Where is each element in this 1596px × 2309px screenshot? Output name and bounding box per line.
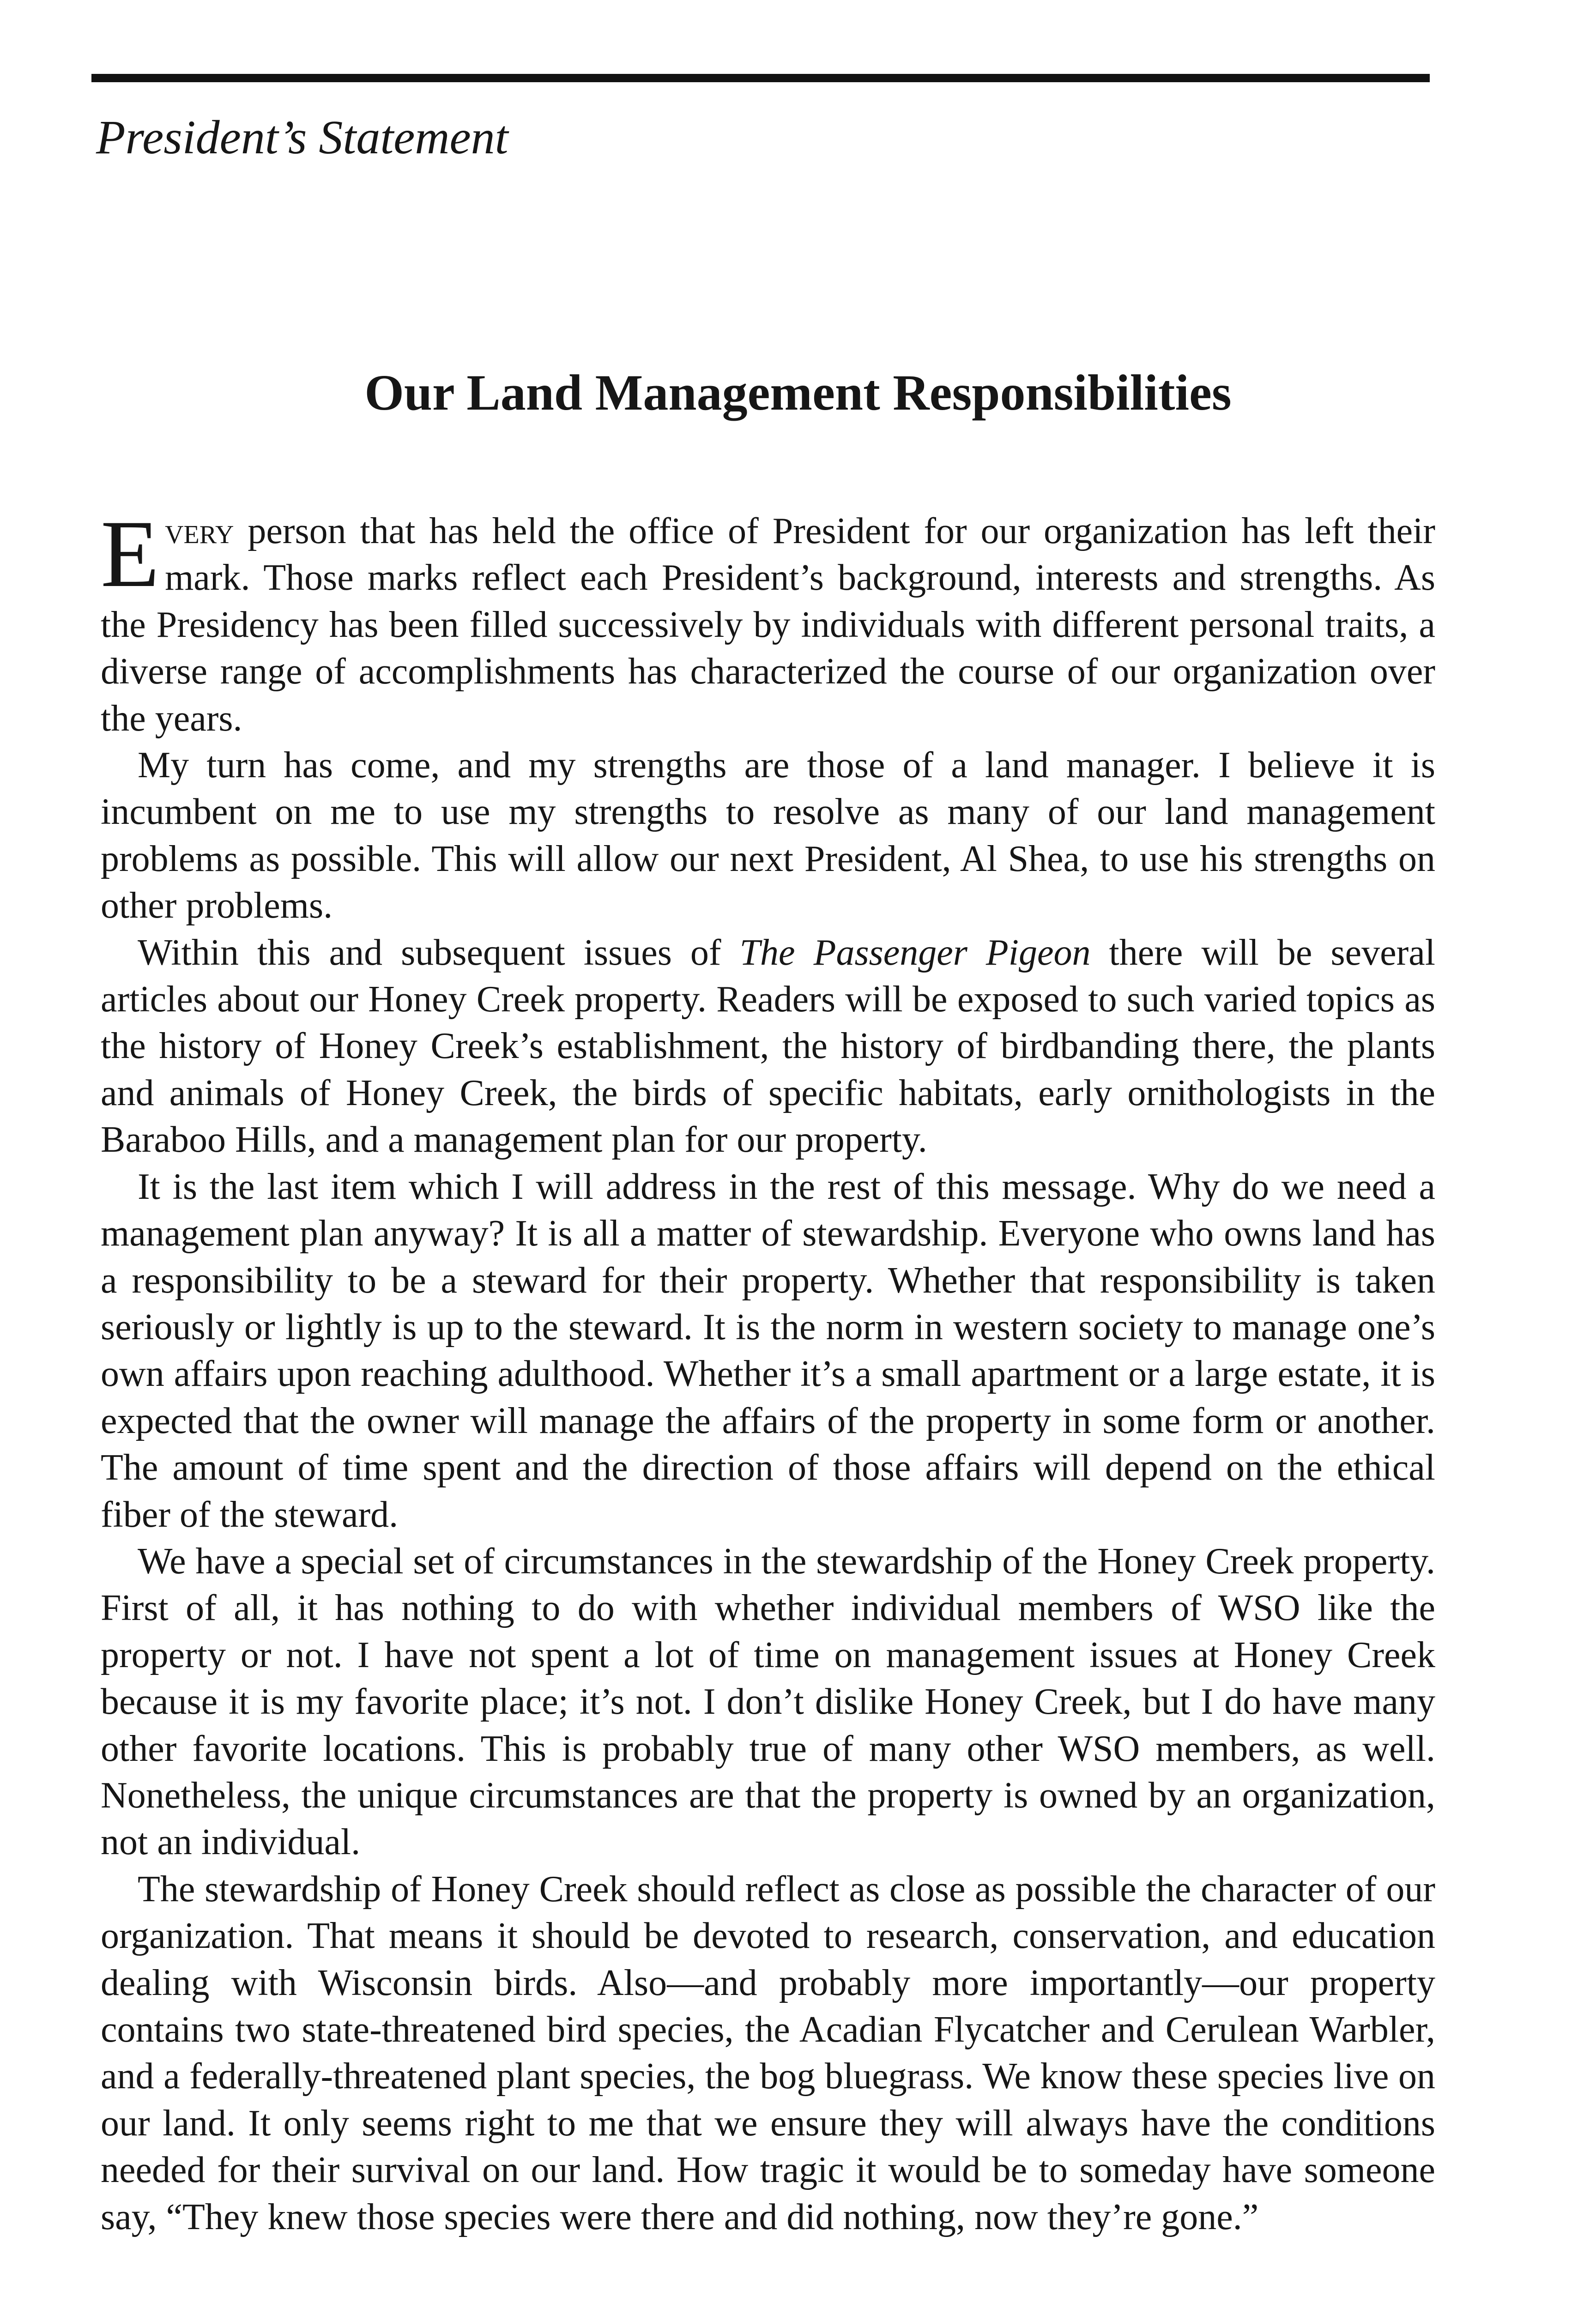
drop-cap: E xyxy=(101,501,160,607)
paragraph-3-text-end: there will be several articles about our Honey Creek property. Readers will be exposed to such varied topics as the history of Honey Creek’s establishment, the history of birdbanding there, the plants and animals of Honey Creek, the birds of specific habitats, early ornithologists in the Baraboo Hills, and a management plan for our property. xyxy=(101,932,1435,1161)
paragraph-3-text-start: Within this and subsequent issues of xyxy=(138,932,740,973)
paragraph-5: We have a special set of circumstances in the stewardship of the Honey Creek property. First of all, it has nothing to do with whether individual members of WSO like the property or not. I have not spent a lot of time on management issues at Honey Creek because it is my favorite place; it’s not. I don’t dislike Honey Creek, but I do have many other favorite locations. This is probably true of many other WSO members, as well. Nonetheless, the unique circumstances are that the property is owned by an organization, not an individual. xyxy=(101,1541,1435,1863)
paragraph-1-text: person that has held the office of President for our organization has left their mark. Those marks reflect each President’s background, interests and strengths. As the Presidency has been filled successively by individuals with different personal traits, a diverse range of accomplishments has characterized the course of our organization over the years. xyxy=(101,511,1435,739)
paragraph-3 xyxy=(101,930,1435,1164)
article-body xyxy=(101,501,1435,2241)
header-rule xyxy=(91,74,1430,82)
paragraph-4: It is the last item which I will address in the rest of this message. Why do we need a management plan anyway? It is all a matter of stewardship. Everyone who owns land has a responsibility to be a steward for their property. Whether that responsibility is taken seriously or lightly is up to the steward. It is the norm in western society to manage one’s own affairs upon reaching adulthood. Whether it’s a small apartment or a large estate, it is expected that the owner will manage the affairs of the property in some form or another. The amount of time spent and the direction of those affairs will depend on the ethical fiber of the steward. xyxy=(101,1166,1435,1535)
article-title: Our Land Management Responsibilities xyxy=(364,364,1232,421)
paragraph-2: My turn has come, and my strengths are those of a land manager. I believe it is incumbent on me to use my strengths to resolve as many of our land management problems as possible. This will allow our next President, Al Shea, to use his strengths on other problems. xyxy=(101,745,1435,926)
lead-in: very xyxy=(165,511,234,551)
paragraph-6: The stewardship of Honey Creek should reflect as close as possible the character of our organization. That means it should be devoted to research, conservation, and education dealing with Wisconsin birds. Also—and probably more importantly—our property contains two state-threatened bird species, the Acadian Flycatcher and Cerulean Warbler, and a federally-threatened plant species, the bog bluegrass. We know these species live on our land. It only seems right to me that we ensure they will always have the conditions needed for their survival on our land. How tragic it would be to someday have someone say, “They knew those species were there and did nothing, now they’re gone.” xyxy=(101,1868,1435,2237)
journal-title: The Passenger Pigeon xyxy=(739,932,1091,973)
paragraph-1 xyxy=(101,501,1435,742)
section-label: President’s Statement xyxy=(96,111,508,164)
